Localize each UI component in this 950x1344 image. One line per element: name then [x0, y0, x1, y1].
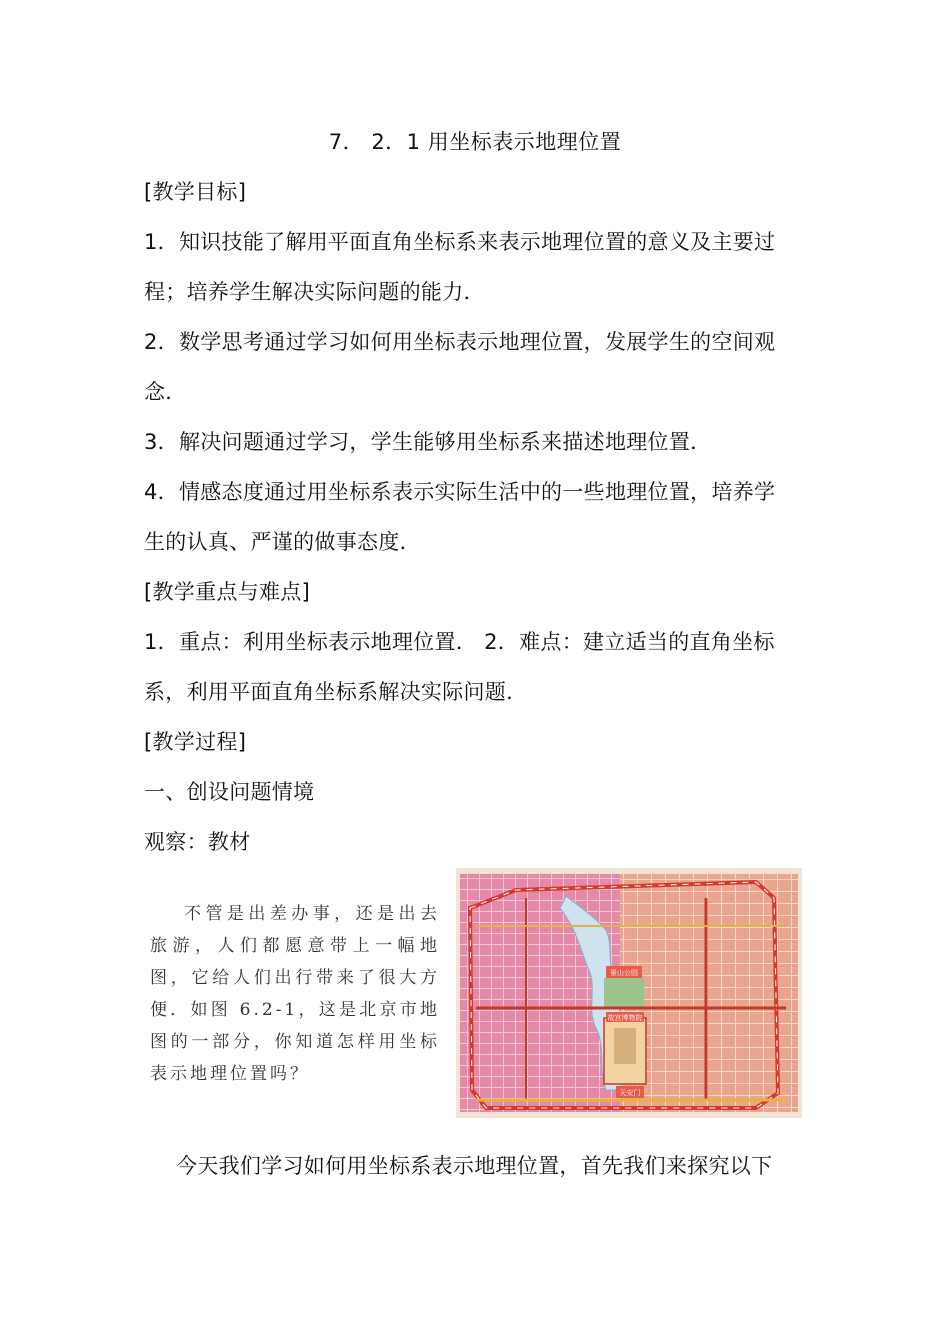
closing-line: 今天我们学习如何用坐标系表示地理位置，首先我们来探究以下: [176, 1154, 773, 1178]
key-points-line-2: 系，利用平面直角坐标系解决实际问题．: [144, 680, 528, 704]
goal-2-line-1: 2．数学思考通过学习如何用坐标表示地理位置，发展学生的空间观: [144, 330, 776, 354]
key-points-line-1: 1．重点：利用坐标表示地理位置． 2．难点：建立适当的直角坐标: [144, 630, 775, 654]
section-heading-process: [教学过程]: [144, 730, 247, 754]
map-label-gugong: 故宫博物院: [607, 1014, 643, 1022]
section-heading-goals: [教学目标]: [144, 180, 247, 204]
goal-4-line-1: 4．情感态度通过用坐标系表示实际生活中的一些地理位置，培养学: [144, 480, 776, 504]
step-heading: 一、创设问题情境: [144, 780, 315, 804]
map-label-jingshan: 景山公园: [610, 969, 638, 977]
page-title: 7． 2．1 用坐标表示地理位置: [328, 130, 622, 154]
goal-4-line-2: 生的认真、严谨的做事态度．: [144, 530, 421, 554]
observe-line: 观察：教材: [144, 830, 251, 854]
section-heading-key-points: [教学重点与难点]: [144, 580, 311, 604]
textbook-figure: [144, 868, 804, 1118]
beijing-map-image: [456, 868, 802, 1118]
goal-2-line-2: 念．: [144, 380, 187, 404]
figure-caption-text: 不管是出差办事，还是出去旅游，人们都愿意带上一幅地图，它给人们出行带来了很大方便．如图 6.2-1，这是北京市地图的一部分，你知道怎样用坐标表示地理位置吗？: [150, 904, 440, 1084]
goal-3-line: 3．解决问题通过学习，学生能够用坐标系来描述地理位置．: [144, 430, 712, 454]
map-label-tiananmen: 天安门: [619, 1089, 641, 1097]
goal-1-line-2: 程；培养学生解决实际问题的能力．: [144, 280, 485, 304]
goal-1-line-1: 1．知识技能了解用平面直角坐标系来表示地理位置的意义及主要过: [144, 230, 776, 254]
